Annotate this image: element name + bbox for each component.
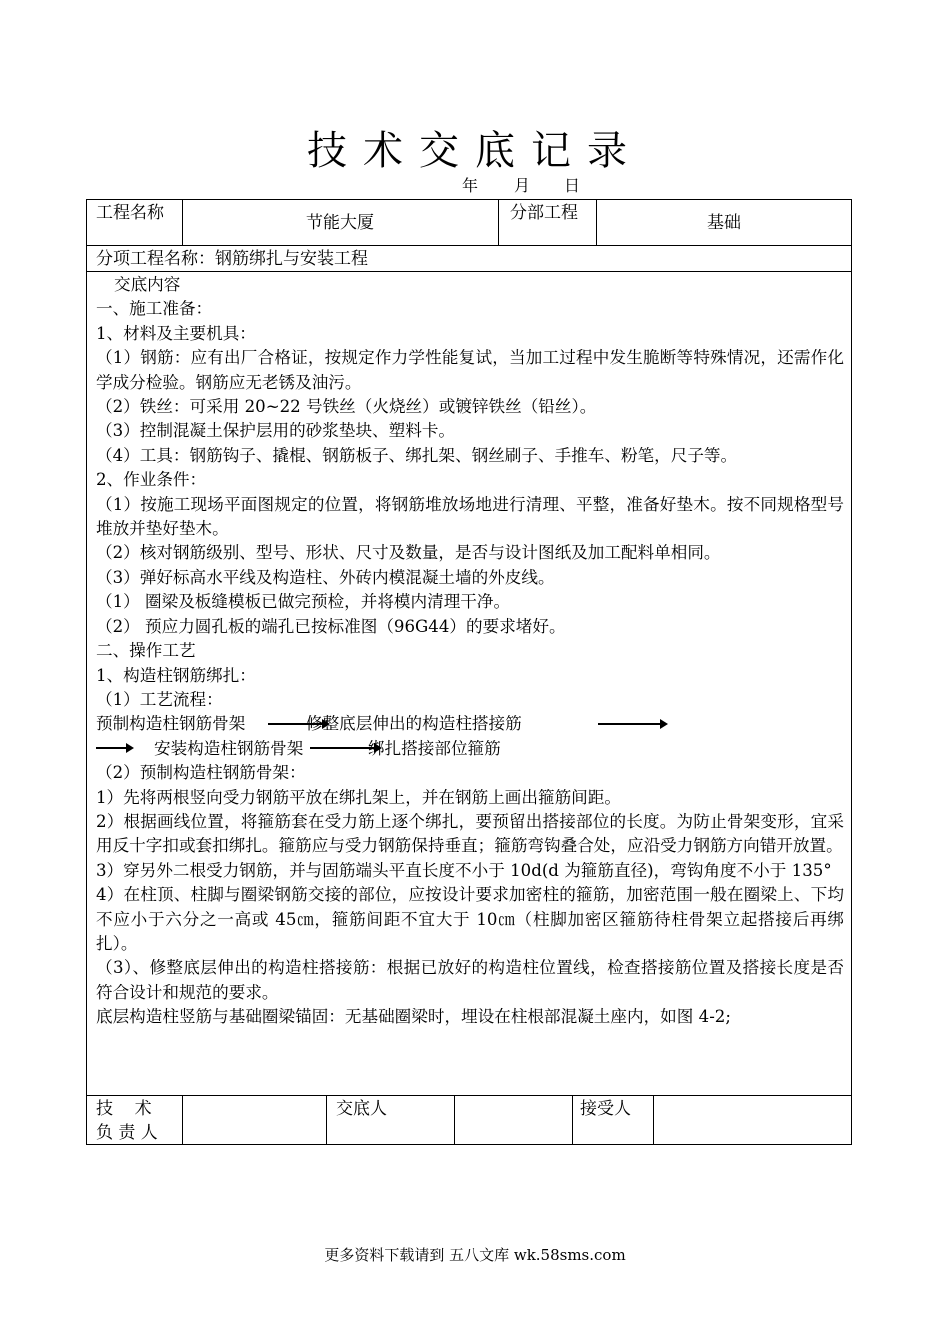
content-heading: 交底内容 xyxy=(114,275,181,294)
content-line: 二、操作工艺 xyxy=(96,641,196,661)
date-month: 月 xyxy=(514,176,531,195)
disclosure-content xyxy=(96,273,844,1030)
tech-lead-label-2: 负 责 人 xyxy=(96,1123,158,1143)
content-line: （3）控制混凝土保护层用的砂浆垫块、塑料卡。 xyxy=(96,421,456,441)
discloser-label: 交底人 xyxy=(336,1099,387,1119)
project-name-label: 工程名称 xyxy=(96,203,164,223)
content-line: 2、作业条件： xyxy=(96,470,207,490)
content-line: （1）钢筋：应有出厂合格证，按规定作力学性能复试，当加工过程中发生脆断等特殊情况，还需作化学成分检验。钢筋应无老锈及油污。 xyxy=(96,348,844,392)
content-line: （1）按施工现场平面图规定的位置，将钢筋堆放场地进行清理、平整，准备好垫木。按不同规格型号堆放并垫好垫木。 xyxy=(96,494,844,539)
content-line: 一、施工准备： xyxy=(96,299,213,319)
flow-step-1: 预制构造柱钢筋骨架 xyxy=(96,714,246,734)
tech-lead-label-1: 技 术 xyxy=(96,1099,152,1119)
receiver-label: 接受人 xyxy=(580,1099,631,1119)
process-flow xyxy=(96,712,844,761)
date-day: 日 xyxy=(564,176,581,195)
content-line: 底层构造柱竖筋与基础圈梁锚固：无基础圈梁时，埋设在柱根部混凝土座内，如图 4-2; xyxy=(96,1007,731,1027)
content-line: 1、构造柱钢筋绑扎： xyxy=(96,665,256,685)
subitem-name: 分项工程名称：钢筋绑扎与安装工程 xyxy=(96,249,368,269)
content-line: （3）、修整底层伸出的构造柱搭接筋：根据已放好的构造柱位置线，检查搭接筋位置及搭接长度是否符合设计和规范的要求。 xyxy=(96,958,844,1002)
division-value: 基础 xyxy=(707,213,741,233)
disclosure-table xyxy=(86,199,852,1145)
date-line xyxy=(462,176,580,196)
content-line: 1、材料及主要机具： xyxy=(96,323,256,343)
content-line: （2）预制构造柱钢筋骨架： xyxy=(96,763,306,783)
flow-arrow-icon xyxy=(96,747,132,749)
content-line: 1）先将两根竖向受力钢筋平放在绑扎架上，并在钢筋上画出箍筋间距。 xyxy=(96,787,621,807)
page-title: 技术交底记录 xyxy=(307,128,643,174)
date-year: 年 xyxy=(462,176,479,195)
content-line: （1）工艺流程： xyxy=(96,689,223,709)
content-line: 4）在柱顶、柱脚与圈梁钢筋交接的部位，应按设计要求加密柱的箍筋，加密范围一般在圈梁上、下均不应小于六分之一高或 45㎝，箍筋间距不宜大于 10㎝（柱脚加密区箍筋待柱骨架立起搭接后再绑扎）。 xyxy=(96,885,844,953)
content-line: （3）弹好标高水平线及构造柱、外砖内模混凝土墙的外皮线。 xyxy=(96,567,555,587)
content-line: 2）根据画线位置，将箍筋套在受力筋上逐个绑扎，要预留出搭接部位的长度。为防止骨架变形，宜采用反十字扣或套扣绑扎。箍筋应与受力钢筋保持垂直；箍筋弯钩叠合处，应沿受力钢筋方向错开放置。 xyxy=(96,811,844,856)
content-line: 3）穿另外二根受力钢筋，并与固筋端头平直长度不小于 10d(d 为箍筋直径)，弯钩角度不小于 135° xyxy=(96,860,832,880)
flow-step-2: 修整底层伸出的构造柱搭接筋 xyxy=(306,714,522,734)
project-name-value: 节能大厦 xyxy=(306,213,374,233)
flow-step-3: 安装构造柱钢筋骨架 xyxy=(154,738,304,758)
content-line: （1） 圈梁及板缝模板已做完预检，并将模内清理干净。 xyxy=(96,592,511,612)
content-line: （2）核对钢筋级别、型号、形状、尺寸及数量，是否与设计图纸及加工配料单相同。 xyxy=(96,543,721,563)
content-line: （4）工具：钢筋钩子、撬棍、钢筋板子、绑扎架、钢丝刷子、手推车、粉笔，尺子等。 xyxy=(96,445,738,465)
flow-arrow-icon xyxy=(598,723,666,725)
flow-step-4: 绑扎搭接部位箍筋 xyxy=(368,738,501,758)
content-line: （2）铁丝：可采用 20~22 号铁丝（火烧丝）或镀锌铁丝（铅丝）。 xyxy=(96,397,597,417)
footer-note: 更多资料下载请到 五八文库 wk.58sms.com xyxy=(324,1246,626,1264)
division-label: 分部工程 xyxy=(510,203,578,223)
content-line: （2） 预应力圆孔板的端孔已按标准图（96G44）的要求堵好。 xyxy=(96,616,566,636)
